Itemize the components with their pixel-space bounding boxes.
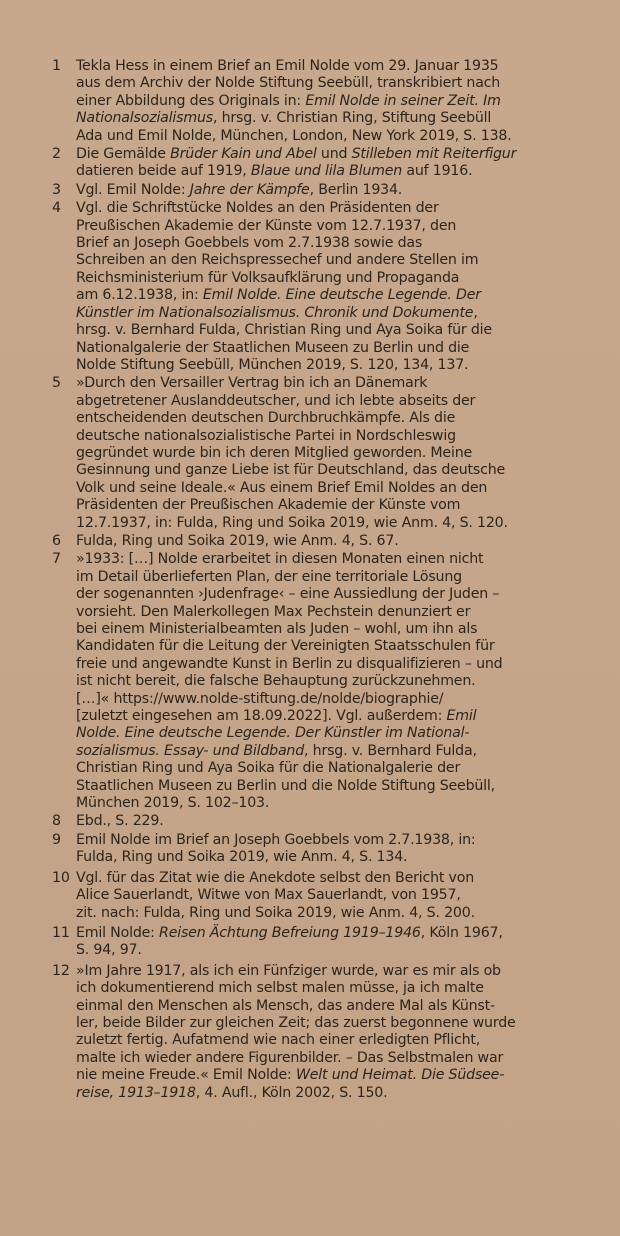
footnote-text	[76, 533, 570, 550]
text-segment: S. 94, 97.	[76, 942, 142, 959]
text-segment: Kandidaten für die Leitung der Vereinigten Staatsschulen für	[76, 638, 495, 655]
text-segment: Präsidenten der Preußischen Akademie der Künste vom	[76, 497, 461, 514]
text-segment: im Detail überlieferten Plan, der eine territoriale Lösung	[76, 568, 462, 585]
footnote-9	[52, 832, 570, 867]
text-segment: malte ich wieder andere Figurenbilder. – Das Selbstmalen war	[76, 1049, 504, 1066]
footnote-text	[76, 200, 570, 374]
text-line	[76, 128, 570, 145]
text-segment: Emil Nolde:	[76, 924, 160, 941]
text-segment: [zuletzt eingesehen am 18.09.2022]. Vgl. außerdem:	[76, 708, 447, 725]
text-segment: , hrsg. v. Bernhard Fulda,	[304, 742, 477, 759]
text-line	[76, 673, 570, 690]
text-line	[76, 604, 570, 621]
footnote-number: 6	[52, 532, 61, 549]
text-line	[76, 760, 570, 777]
italic-title: Nationalsozialismus	[76, 110, 213, 127]
text-line	[76, 445, 570, 462]
text-segment: Staatlichen Museen zu Berlin und die Nolde Stiftung Seebüll,	[76, 777, 495, 794]
text-segment: München 2019, S. 102–103.	[76, 795, 270, 812]
text-line	[76, 870, 570, 887]
text-line	[76, 691, 570, 708]
text-segment: gegründet wurde bin ich deren Mitglied geworden. Meine	[76, 444, 473, 461]
text-segment: ich dokumentierend mich selbst malen müsse, ja ich malte	[76, 980, 484, 997]
text-line	[76, 428, 570, 445]
footnote-number: 11	[52, 924, 70, 941]
italic-title: Stilleben mit Reiterfigur	[351, 146, 517, 163]
footnote-text	[76, 375, 570, 532]
text-segment: Vgl. die Schriftstücke Noldes an den Präsidenten der	[76, 200, 439, 217]
text-line	[76, 795, 570, 812]
text-segment: Reichsministerium für Volksaufklärung und Propaganda	[76, 269, 460, 286]
footnote-number: 10	[52, 869, 70, 886]
footnote-2	[52, 146, 570, 181]
text-line	[76, 287, 570, 304]
text-segment: […]« https://www.nolde-stiftung.de/nolde/biographie/	[76, 690, 444, 707]
text-segment: Brief an Joseph Goebbels vom 2.7.1938 sowie das	[76, 235, 423, 252]
italic-title: Blaue und lila Blumen	[250, 163, 403, 180]
text-segment: , Köln 1967,	[420, 924, 503, 941]
italic-title: sozialismus. Essay- und Bildband	[76, 742, 305, 759]
text-line	[76, 551, 570, 568]
footnote-text	[76, 182, 570, 199]
italic-title: reise, 1913–1918	[76, 1084, 196, 1101]
footnote-text	[76, 58, 570, 145]
footnote-number: 8	[52, 813, 61, 830]
footnote-5	[52, 375, 570, 532]
text-segment: datieren beide auf 1919,	[76, 163, 251, 180]
text-segment: vorsieht. Den Malerkollegen Max Pechstein denunziert er	[76, 603, 471, 620]
text-segment: Vgl. für das Zitat wie die Anekdote selbst den Bericht von	[76, 869, 475, 886]
text-line	[76, 849, 570, 866]
text-line	[76, 322, 570, 339]
text-line	[76, 235, 570, 252]
text-segment: , 4. Aufl., Köln 2002, S. 150.	[195, 1084, 388, 1101]
text-segment: deutsche nationalsozialistische Partei in Nordschleswig	[76, 427, 456, 444]
text-line	[76, 1085, 570, 1102]
text-segment: ,	[473, 304, 478, 321]
text-segment: bei einem Ministerialbeamten als Juden – wohl, um ihn als	[76, 621, 478, 637]
text-line	[76, 708, 570, 725]
footnote-number: 2	[52, 146, 61, 163]
text-line	[76, 813, 570, 830]
text-segment: aus dem Archiv der Nolde Stiftung Seebüll, transkribiert nach	[76, 75, 501, 92]
text-line	[76, 270, 570, 287]
footnote-number: 7	[52, 551, 61, 568]
footnote-number: 3	[52, 181, 61, 198]
footnote-4	[52, 200, 570, 374]
text-segment: Vgl. Emil Nolde:	[76, 181, 190, 198]
text-line	[76, 146, 570, 163]
text-segment: Fulda, Ring und Soika 2019, wie Anm. 4, S. 67.	[76, 532, 399, 549]
footnote-text	[76, 963, 570, 1102]
text-segment: Christian Ring und Aya Soika für die Nationalgalerie der	[76, 760, 461, 777]
text-segment: am 6.12.1938, in:	[76, 287, 203, 304]
footnote-number: 9	[52, 831, 61, 848]
text-line	[76, 340, 570, 357]
footnote-text	[76, 832, 570, 867]
text-line	[76, 942, 570, 959]
text-line	[76, 963, 570, 980]
italic-title: Nolde. Eine deutsche Legende. Der Künstler im National-	[76, 725, 470, 742]
text-segment: , Berlin 1934.	[309, 181, 403, 198]
text-segment: und	[316, 146, 352, 163]
text-segment: auf 1916.	[402, 163, 473, 180]
italic-title: Brüder Kain und Abel	[170, 146, 317, 163]
footnote-text	[76, 551, 570, 812]
footnote-1	[52, 58, 570, 145]
italic-title: Emil	[446, 708, 477, 725]
text-segment: der sogenannten ›Judenfrage‹ – eine Aussiedlung der Juden –	[76, 586, 500, 603]
text-segment: Ebd., S. 229.	[76, 813, 164, 830]
footnote-text	[76, 925, 570, 960]
text-segment: Tekla Hess in einem Brief an Emil Nolde vom 29. Januar 1935	[76, 58, 499, 74]
footnote-6	[52, 533, 570, 550]
text-line	[76, 410, 570, 427]
text-line	[76, 569, 570, 586]
text-segment: zit. nach: Fulda, Ring und Soika 2019, wie Anm. 4, S. 200.	[76, 904, 475, 921]
text-segment: Ada und Emil Nolde, München, London, New York 2019, S. 138.	[76, 127, 512, 144]
text-line	[76, 182, 570, 199]
text-line	[76, 887, 570, 904]
text-segment: Schreiben an den Reichspressechef und andere Stellen im	[76, 252, 479, 269]
text-segment: »1933: […] Nolde erarbeitet in diesen Monaten einen nicht	[76, 551, 484, 568]
text-segment: Emil Nolde im Brief an Joseph Goebbels vom 2.7.1938, in:	[76, 831, 476, 848]
text-line	[76, 1032, 570, 1049]
text-line	[76, 480, 570, 497]
text-segment: hrsg. v. Bernhard Fulda, Christian Ring und Aya Soika für die	[76, 322, 492, 339]
footnote-12	[52, 963, 570, 1102]
footnote-8	[52, 813, 570, 830]
text-line	[76, 93, 570, 110]
text-segment: abgetretener Auslanddeutscher, und ich lebte abseits der	[76, 392, 476, 409]
text-line	[76, 586, 570, 603]
text-segment: Nolde Stiftung Seebüll, München 2019, S. 120, 134, 137.	[76, 356, 469, 373]
text-segment: freie und angewandte Kunst in Berlin zu disqualifizieren – und	[76, 655, 503, 672]
text-line	[76, 533, 570, 550]
italic-title: Jahre der Kämpfe	[189, 181, 310, 198]
text-line	[76, 905, 570, 922]
text-line	[76, 656, 570, 673]
text-segment: nie meine Freude.« Emil Nolde:	[76, 1067, 296, 1084]
text-line	[76, 357, 570, 374]
footnote-number: 4	[52, 200, 61, 217]
italic-title: Künstler im Nationalsozialismus. Chronik und Dokumente	[76, 304, 474, 321]
text-line	[76, 462, 570, 479]
footnote-text	[76, 146, 570, 181]
text-segment: einmal den Menschen als Mensch, das andere Mal als Künst-	[76, 997, 495, 1014]
footnote-number: 12	[52, 962, 70, 979]
italic-title: Welt und Heimat. Die Südsee-	[295, 1067, 505, 1084]
text-segment: Preußischen Akademie der Künste vom 12.7.1937, den	[76, 217, 457, 234]
text-segment: einer Abbildung des Originals in:	[76, 92, 306, 109]
text-line	[76, 497, 570, 514]
text-segment: ist nicht bereit, die falsche Behauptung zurückzunehmen.	[76, 673, 476, 690]
text-segment: »Im Jahre 1917, als ich ein Fünfziger wurde, war es mir als ob	[76, 962, 501, 979]
text-line	[76, 743, 570, 760]
footnote-number: 1	[52, 58, 61, 74]
text-segment: Nationalgalerie der Staatlichen Museen zu Berlin und die	[76, 339, 470, 356]
text-segment: Volk und seine Ideale.« Aus einem Brief Emil Noldes an den	[76, 479, 488, 496]
text-line	[76, 200, 570, 217]
text-line	[76, 638, 570, 655]
text-segment: »Durch den Versailler Vertrag bin ich an Dänemark	[76, 375, 428, 392]
text-line	[76, 778, 570, 795]
footnote-text	[76, 870, 570, 922]
text-segment: Die Gemälde	[76, 146, 171, 163]
text-segment: Fulda, Ring und Soika 2019, wie Anm. 4, S. 134.	[76, 849, 408, 866]
text-line	[76, 1067, 570, 1084]
text-line	[76, 925, 570, 942]
text-line	[76, 515, 570, 532]
footnote-11	[52, 925, 570, 960]
text-line	[76, 110, 570, 127]
text-line	[76, 1015, 570, 1032]
text-segment: entscheidenden deutschen Durchbruchkämpfe. Als die	[76, 410, 456, 427]
text-line	[76, 305, 570, 322]
text-line	[76, 252, 570, 269]
text-line	[76, 1050, 570, 1067]
text-line	[76, 58, 570, 75]
footnote-3	[52, 182, 570, 199]
text-segment: zuletzt fertig. Aufatmend wie nach einer erledigten Pflicht,	[76, 1032, 481, 1049]
text-line	[76, 621, 570, 638]
text-line	[76, 375, 570, 392]
footnote-10	[52, 870, 570, 922]
footnote-7	[52, 551, 570, 812]
footnote-number: 5	[52, 375, 61, 392]
text-line	[76, 725, 570, 742]
text-line	[76, 75, 570, 92]
text-line	[76, 218, 570, 235]
italic-title: Reisen Ächtung Befreiung 1919–1946	[159, 924, 421, 941]
footnote-text	[76, 813, 570, 830]
text-segment: ler, beide Bilder zur gleichen Zeit; das zuerst begonnene wurde	[76, 1014, 516, 1031]
text-line	[76, 998, 570, 1015]
text-segment: , hrsg. v. Christian Ring, Stiftung Seebüll	[212, 110, 492, 127]
italic-title: Emil Nolde in seiner Zeit. Im	[305, 92, 501, 109]
text-segment: Alice Sauerlandt, Witwe von Max Sauerlandt, von 1957,	[76, 887, 461, 904]
text-line	[76, 393, 570, 410]
text-line	[76, 163, 570, 180]
text-line	[76, 980, 570, 997]
text-segment: Gesinnung und ganze Liebe ist für Deutschland, das deutsche	[76, 462, 506, 479]
italic-title: Emil Nolde. Eine deutsche Legende. Der	[202, 287, 481, 304]
text-segment: 12.7.1937, in: Fulda, Ring und Soika 2019, wie Anm. 4, S. 120.	[76, 514, 508, 531]
text-line	[76, 832, 570, 849]
